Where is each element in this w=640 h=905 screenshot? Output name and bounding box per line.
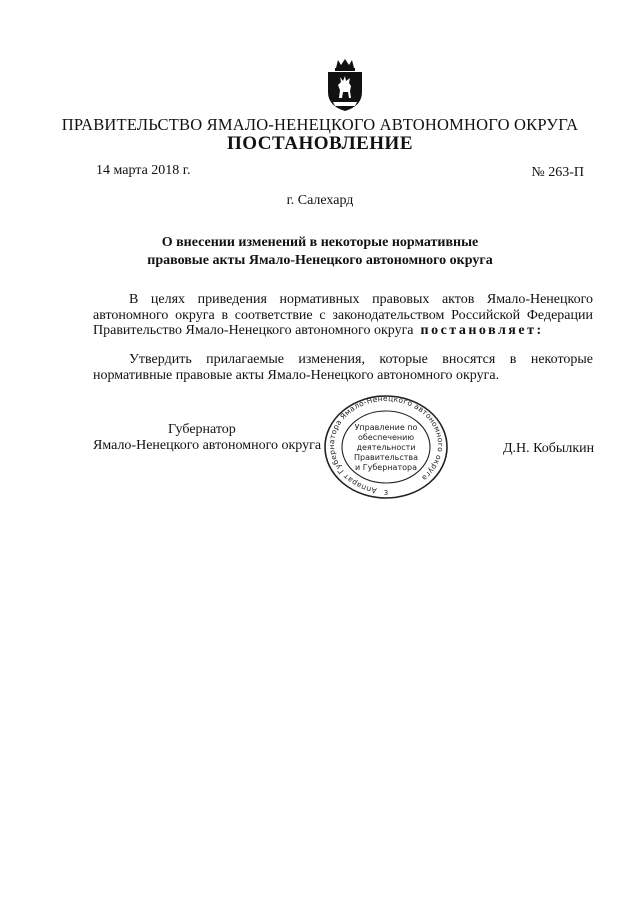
stamp-center-line: Правительства [354, 453, 418, 462]
document-city: г. Салехард [286, 193, 354, 208]
paragraph-line-text: Правительство Ямало-Ненецкого автономного округа [93, 323, 414, 338]
stamp-center-text [342, 423, 430, 473]
body-paragraph [93, 292, 593, 339]
stamp-center-line: Управление по [354, 423, 418, 432]
resolution-keyword: постановляет: [420, 323, 544, 338]
document-title-line: О внесении изменений в некоторые нормативные [161, 235, 479, 250]
document-date: 14 марта 2018 г. [96, 163, 191, 178]
paragraph-line: автономного округа в соответствие с законодательством Российской Федерации [93, 307, 593, 323]
stamp-number: 3 [383, 489, 389, 497]
stamp-center-line: обеспечению [357, 433, 415, 442]
paragraph-line: В целях приведения нормативных правовых актов Ямало-Ненецкого [129, 292, 593, 307]
coat-of-arms-emblem [322, 58, 368, 112]
stamp-ring-text: Аппарат Губернатора Ямало-Ненецкого автономного округа [326, 393, 446, 496]
signatory-title: Губернатор [168, 422, 236, 437]
document-number: № 263-П [531, 165, 584, 180]
government-name: ПРАВИТЕЛЬСТВО ЯМАЛО-НЕНЕЦКОГО АВТОНОМНОГО ОКРУГА [61, 115, 579, 134]
signatory-title-line2: Ямало-Ненецкого автономного округа [93, 438, 322, 453]
document-title-line: правовые акты Ямало-Ненецкого автономного округа [147, 253, 493, 268]
stamp-center-line: деятельности [356, 443, 416, 452]
stamp-center-line: и Губернатора [355, 463, 417, 472]
document-type: ПОСТАНОВЛЕНИЕ [226, 133, 414, 154]
paragraph-line: нормативные правовые акты Ямало-Ненецкого автономного округа. [93, 367, 500, 383]
signatory-name: Д.Н. Кобылкин [503, 441, 595, 456]
paragraph-line [93, 323, 593, 339]
document-title [0, 234, 640, 270]
body-paragraph [93, 352, 593, 383]
paragraph-line: Утвердить прилагаемые изменения, которые вносятся в некоторые [129, 352, 593, 367]
